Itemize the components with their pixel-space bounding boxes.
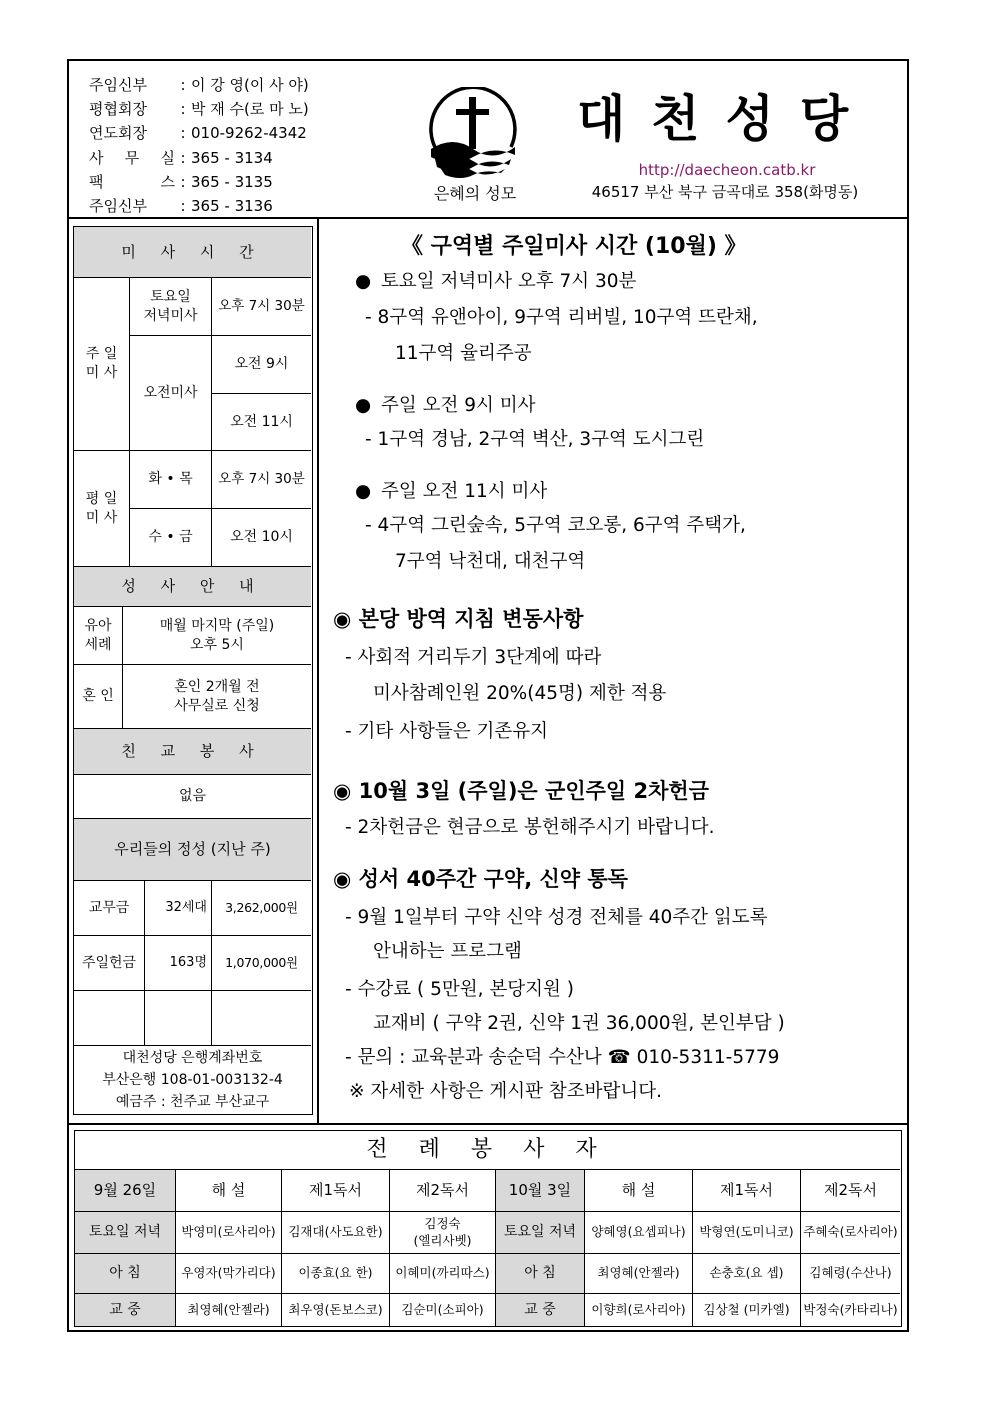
announcement-text: 토요일 저녁미사 오후 7시 30분 xyxy=(381,271,637,292)
offering-count: 32세대 xyxy=(144,880,211,935)
announcement-heading xyxy=(333,775,709,805)
bullet-icon: ● xyxy=(355,271,372,292)
liturgy-role-header: 해 설 xyxy=(175,1169,281,1211)
weekday-mass-label: 평 일 미 사 xyxy=(74,450,129,566)
contact-label: 주임신부 xyxy=(89,76,147,94)
liturgy-person: 박형연(도미니코) xyxy=(692,1211,800,1253)
announcement-text: - 사회적 거리두기 3단계에 따라 xyxy=(345,647,602,668)
contact-list xyxy=(89,73,309,218)
saturday-evening-label: 토요일 저녁미사 xyxy=(129,277,211,335)
offering-count: 163명 xyxy=(144,935,211,990)
liturgy-date: 9월 26일 xyxy=(75,1169,175,1211)
liturgy-row-label: 아 침 xyxy=(495,1253,584,1293)
offering-label: 교무금 xyxy=(74,880,144,935)
announcement-text: - 9월 1일부터 구약 신약 성경 전체를 40주간 읽도록 xyxy=(345,907,768,928)
contact-label: 연도회장 xyxy=(89,124,147,143)
liturgy-person: 이혜미(까리따스) xyxy=(389,1253,495,1293)
liturgy-date: 10월 3일 xyxy=(495,1169,584,1211)
liturgy-row-label: 아 침 xyxy=(75,1253,175,1293)
liturgy-person: 박정숙(카타리나) xyxy=(800,1293,900,1326)
liturgy-title: 전 례 봉 사 자 xyxy=(366,1136,609,1162)
morning-mass-time-2: 오전 11시 xyxy=(211,393,311,450)
wedding-value: 혼인 2개월 전 사무실로 신청 xyxy=(122,664,311,728)
announcement-text: 교재비 ( 구약 2권, 신약 1권 36,000원, 본인부담 ) xyxy=(373,1013,785,1034)
saturday-evening-time: 오후 7시 30분 xyxy=(211,277,311,335)
announcement-text: - 문의 : 교육분과 송순덕 수산나 ☎ 010-5311-5779 xyxy=(345,1047,780,1068)
announcement-line xyxy=(345,643,601,669)
bullet-icon: ● xyxy=(355,481,372,502)
announcement-line xyxy=(345,1043,779,1069)
announcement-line xyxy=(395,339,532,365)
offering-amount: 1,070,000원 xyxy=(211,935,311,990)
announcement-text: - 수강료 ( 5만원, 본당지원 ) xyxy=(345,979,575,1000)
contact-separator: : xyxy=(180,197,186,216)
liturgy-person: 최영혜(안젤라) xyxy=(175,1293,281,1326)
liturgy-person: 최우영(돈보스코) xyxy=(281,1293,389,1326)
announcement-line xyxy=(355,477,547,503)
liturgy-person: 이종효(요 한) xyxy=(281,1253,389,1293)
announcement-text: 《 구역별 주일미사 시간 (10월) 》 xyxy=(401,234,747,259)
liturgy-person: 이향희(로사리아) xyxy=(584,1293,692,1326)
announcement-heading xyxy=(333,863,628,893)
announcement-line xyxy=(345,813,715,839)
weekday-1-label: 화 • 목 xyxy=(129,450,211,508)
bank-line: 부산은행 108-01-003132-4 xyxy=(102,1071,283,1088)
liturgy-role-header: 제2독서 xyxy=(389,1169,495,1211)
contact-separator: : xyxy=(180,76,186,94)
liturgy-role-header: 제2독서 xyxy=(800,1169,900,1211)
announcement-heading xyxy=(333,603,583,633)
announcement-line xyxy=(373,937,522,963)
fellowship-service-value: 없음 xyxy=(74,774,311,818)
liturgy-person: 양혜영(요셉피나) xyxy=(584,1211,692,1253)
contact-row xyxy=(89,73,309,97)
contact-separator: : xyxy=(180,148,186,167)
liturgy-person: 최영혜(안젤라) xyxy=(584,1253,692,1293)
announcement-heading xyxy=(401,229,747,260)
announcement-text: ※ 자세한 사항은 게시판 참조바랍니다. xyxy=(349,1081,662,1102)
contact-row xyxy=(89,97,309,121)
liturgy-role-header: 해 설 xyxy=(584,1169,692,1211)
announcement-text: 주일 오전 11시 미사 xyxy=(381,481,548,502)
contact-value: 365 - 3134 xyxy=(191,148,273,167)
contact-separator: : xyxy=(180,124,186,143)
church-name: 대천성당 xyxy=(577,89,875,148)
contact-label: 평협회장 xyxy=(89,100,147,119)
contact-label: 팩 스 xyxy=(89,172,175,191)
church-logo-icon xyxy=(423,87,523,179)
announcement-text: 7구역 낙천대, 대천구역 xyxy=(395,551,586,572)
bank-account-info xyxy=(74,1045,311,1113)
contact-value: 365 - 3135 xyxy=(191,172,273,191)
header xyxy=(69,61,907,219)
announcement-line xyxy=(365,303,758,329)
fellowship-service-title: 친 교 봉 사 xyxy=(74,728,311,774)
announcement-text: ◉ 성서 40주간 구약, 신약 통독 xyxy=(333,867,628,891)
liturgy-table xyxy=(74,1130,902,1327)
announcement-line xyxy=(345,717,548,743)
liturgy-role-header: 제1독서 xyxy=(281,1169,389,1211)
offering-title: 우리들의 정성 (지난 주) xyxy=(74,818,311,880)
weekday-1-time: 오후 7시 30분 xyxy=(211,450,311,508)
announcement-line xyxy=(365,511,746,537)
liturgy-row-label: 토요일 저녁 xyxy=(75,1211,175,1253)
announcement-text: - 기타 사항들은 기존유지 xyxy=(345,721,549,742)
liturgy-person: 김상철 (미카엘) xyxy=(692,1293,800,1326)
contact-row xyxy=(89,194,309,218)
liturgy-person: 박영미(로사리아) xyxy=(175,1211,281,1253)
announcement-line xyxy=(365,425,704,451)
announcement-text: - 2차헌금은 현금으로 봉헌해주시기 바랍니다. xyxy=(345,817,715,838)
morning-mass-label: 오전미사 xyxy=(129,335,211,450)
announcement-text: ◉ 10월 3일 (주일)은 군인주일 2차헌금 xyxy=(333,779,709,803)
contact-label: 사 무 실 xyxy=(89,148,175,167)
bank-line: 예금주 : 천주교 부산교구 xyxy=(115,1093,270,1110)
announcement-line xyxy=(373,1009,785,1035)
weekday-2-time: 오전 10시 xyxy=(211,508,311,566)
bank-line: 대천성당 은행계좌번호 xyxy=(122,1049,263,1066)
church-address: 46517 부산 북구 금곡대로 358(화명동) xyxy=(591,183,859,201)
liturgy-person: 김혜령(수산나) xyxy=(800,1253,900,1293)
offering-empty-cell xyxy=(211,990,311,1045)
contact-row xyxy=(89,146,309,170)
contact-value: 박 재 수(로 마 노) xyxy=(191,100,309,119)
announcement-text: 미사참례인원 20%(45명) 제한 적용 xyxy=(373,683,667,704)
contact-value: 365 - 3136 xyxy=(191,197,273,216)
info-table xyxy=(73,226,313,1115)
bulletin-frame xyxy=(67,59,909,1332)
liturgy-row-label: 교 중 xyxy=(495,1293,584,1326)
announcement-text: 11구역 율리주공 xyxy=(395,343,532,364)
left-column xyxy=(69,219,319,1123)
announcement-text: 주일 오전 9시 미사 xyxy=(381,395,536,416)
contact-separator: : xyxy=(180,100,186,119)
offering-empty-cell xyxy=(74,990,144,1045)
announcement-line xyxy=(345,903,767,929)
bullet-icon: ● xyxy=(355,395,372,416)
liturgy-person: 우영자(막가리다) xyxy=(175,1253,281,1293)
announcement-line xyxy=(355,267,636,293)
wedding-label: 혼 인 xyxy=(74,664,122,728)
liturgy-person: 손충호(요 셉) xyxy=(692,1253,800,1293)
morning-mass-time-1: 오전 9시 xyxy=(211,335,311,393)
church-url-link[interactable]: http://daecheon.catb.kr xyxy=(638,161,816,179)
sacrament-title: 성 사 안 내 xyxy=(74,566,311,606)
liturgy-row-label: 토요일 저녁 xyxy=(495,1211,584,1253)
offering-amount: 3,262,000원 xyxy=(211,880,311,935)
announcements xyxy=(321,219,907,1123)
announcement-line xyxy=(349,1077,662,1103)
contact-row xyxy=(89,121,309,145)
offering-label: 주일헌금 xyxy=(74,935,144,990)
contact-value: 010-9262-4342 xyxy=(191,124,307,143)
announcement-text: 안내하는 프로그램 xyxy=(373,941,522,962)
announcement-text: - 4구역 그린숲속, 5구역 코오롱, 6구역 주택가, xyxy=(365,515,746,536)
contact-label: 주임신부 xyxy=(89,197,147,216)
contact-row xyxy=(89,170,309,194)
baptism-value: 매월 마지막 (주일) 오후 5시 xyxy=(122,606,311,664)
logo-caption: 은혜의 성모 xyxy=(433,184,517,203)
offering-empty-cell xyxy=(144,990,211,1045)
announcement-line xyxy=(355,391,536,417)
sunday-mass-label: 주 일 미 사 xyxy=(74,277,129,450)
liturgy-person: 김정숙 (엘리사벳) xyxy=(389,1211,495,1253)
contact-separator: : xyxy=(180,172,186,191)
weekday-2-label: 수 • 금 xyxy=(129,508,211,566)
announcement-text: - 8구역 유앤아이, 9구역 리버빌, 10구역 뜨란채, xyxy=(365,307,758,328)
contact-value: 이 강 영(이 사 야) xyxy=(191,76,309,94)
liturgy-section xyxy=(69,1123,907,1330)
announcement-text: - 1구역 경남, 2구역 벽산, 3구역 도시그린 xyxy=(365,429,705,450)
liturgy-role-header: 제1독서 xyxy=(692,1169,800,1211)
liturgy-person: 주혜숙(로사리아) xyxy=(800,1211,900,1253)
baptism-label: 유아 세례 xyxy=(74,606,122,664)
announcement-line xyxy=(345,975,574,1001)
mass-times-title: 미 사 시 간 xyxy=(74,227,311,277)
announcement-text: ◉ 본당 방역 지침 변동사항 xyxy=(333,607,584,631)
announcement-line xyxy=(373,679,666,705)
liturgy-row-label: 교 중 xyxy=(75,1293,175,1326)
liturgy-person: 김순미(소피아) xyxy=(389,1293,495,1326)
liturgy-person: 김재대(사도요한) xyxy=(281,1211,389,1253)
announcement-line xyxy=(395,547,585,573)
